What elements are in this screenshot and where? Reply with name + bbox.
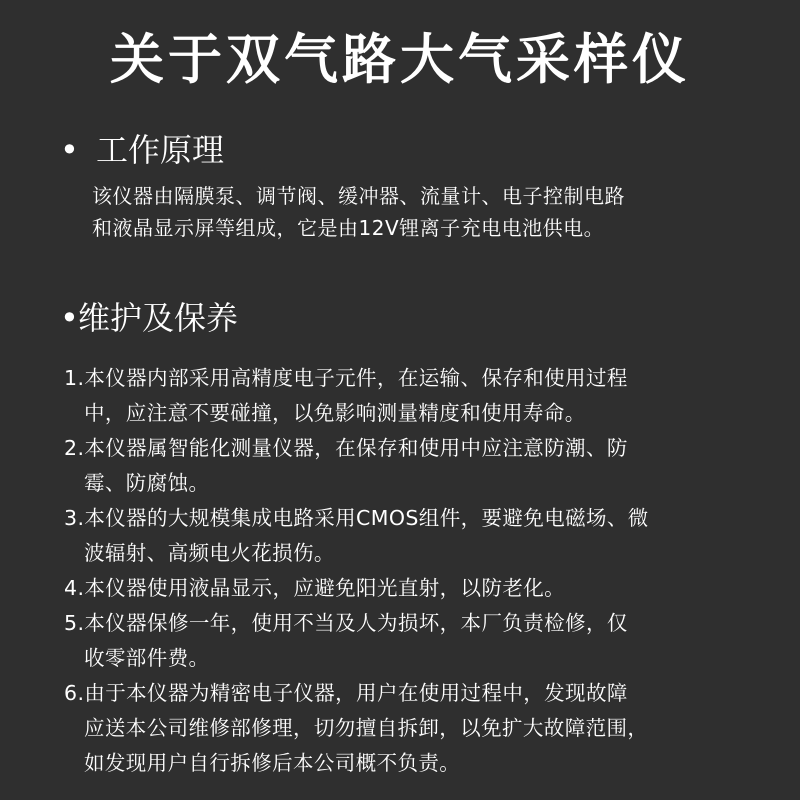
list-item — [64, 361, 754, 431]
list-item-line: 中，应注意不要碰撞，以免影响测量精度和使用寿命。 — [84, 401, 586, 425]
list-item-line: 霉、防腐蚀。 — [84, 471, 210, 495]
list-item-line: 6.由于本仪器为精密电子仪器，用户在使用过程中，发现故障 — [64, 681, 628, 705]
paragraph-line: 和液晶显示屏等组成，它是由12V锂离子充电电池供电。 — [92, 216, 605, 240]
list-item — [64, 571, 754, 606]
working-principle-paragraph — [92, 180, 752, 244]
list-item — [64, 431, 754, 501]
list-item-line: 4.本仪器使用液晶显示，应避免阳光直射，以防老化。 — [64, 576, 566, 600]
list-item — [64, 501, 754, 571]
list-item-line: 收零部件费。 — [84, 646, 210, 670]
bullet-dot: • — [60, 299, 79, 337]
list-item-line: 波辐射、高频电火花损伤。 — [84, 541, 335, 565]
list-item-line: 2.本仪器属智能化测量仪器，在保存和使用中应注意防潮、防 — [64, 436, 628, 460]
maintenance-list — [64, 361, 754, 781]
list-item-line: 如发现用户自行拆修后本公司概不负责。 — [84, 751, 461, 775]
list-item-line: 1.本仪器内部采用高精度电子元件，在运输、保存和使用过程 — [64, 366, 628, 390]
paragraph-line: 该仪器由隔膜泵、调节阀、缓冲器、流量计、电子控制电路 — [92, 184, 625, 208]
bullet-dot: • — [60, 131, 79, 169]
list-item-line: 应送本公司维修部修理，切勿擅自拆卸，以免扩大故障范围， — [84, 716, 649, 740]
section-heading-maintenance — [60, 296, 238, 340]
list-item-line: 3.本仪器的大规模集成电路采用CMOS组件，要避免电磁场、微 — [64, 506, 649, 530]
list-item — [64, 676, 754, 781]
list-item-line: 5.本仪器保修一年，使用不当及人为损坏，本厂负责检修，仅 — [64, 611, 628, 635]
section-heading-text: 维护及保养 — [78, 299, 239, 337]
section-heading-text: 工作原理 — [96, 131, 225, 169]
section-heading-working-principle — [60, 128, 224, 172]
list-item — [64, 606, 754, 676]
page-title: 关于双气路大气采样仪 — [110, 28, 690, 91]
